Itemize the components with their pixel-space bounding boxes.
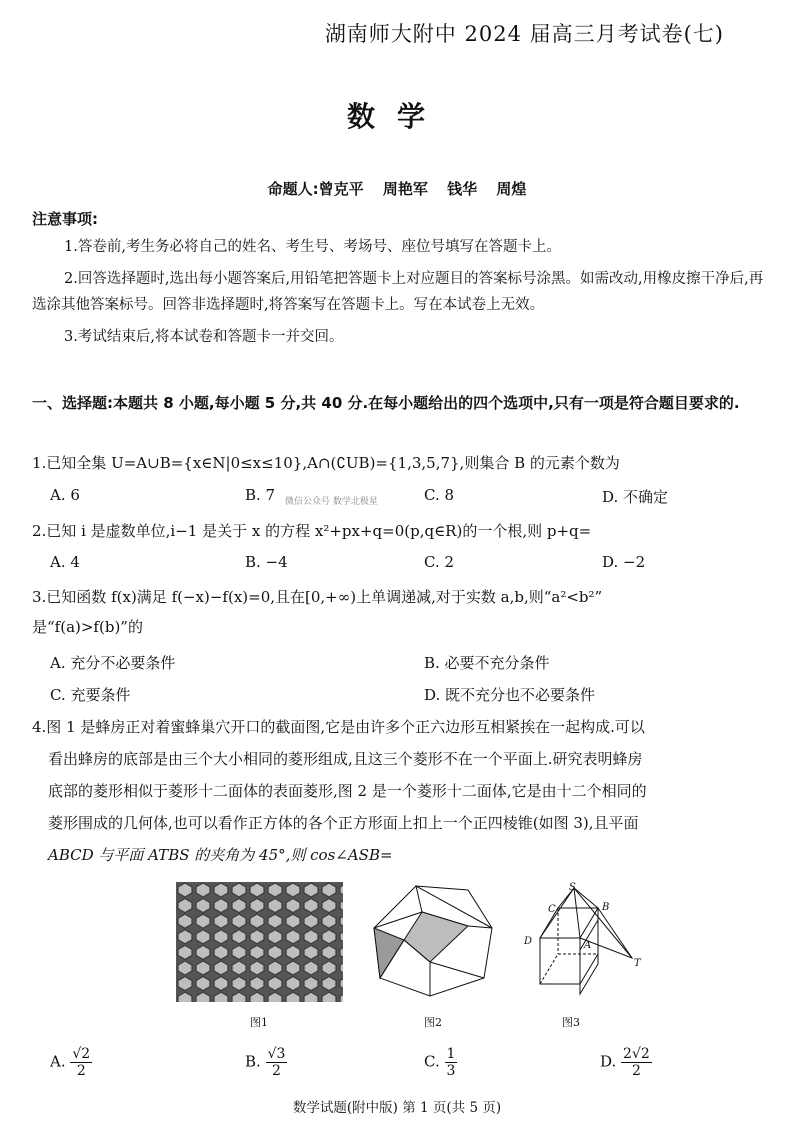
q3-option-b: B. 必要不充分条件 bbox=[424, 654, 550, 672]
page-footer: 数学试题(附中版) 第 1 页(共 5 页) bbox=[292, 1100, 502, 1116]
fig3-label-b: B bbox=[602, 902, 610, 913]
option-letter: B. bbox=[245, 1052, 261, 1071]
q2-option-c: C. 2 bbox=[424, 553, 455, 571]
notice-title: 注意事项: bbox=[32, 210, 98, 228]
question-1-stem: 1.已知全集 U=A∪B={x∈N|0≤x≤10},A∩(∁UB)={1,3,5,7},则集合 B 的元素个数为 bbox=[32, 454, 620, 472]
q1-option-d: D. 不确定 bbox=[602, 488, 669, 506]
q1-option-c: C. 8 bbox=[424, 486, 455, 504]
fraction: $\frac{2√2}{2}$ bbox=[623, 1046, 650, 1079]
question-4-line: 菱形围成的几何体,也可以看作正方体的各个正方形面上扣上一个正四棱锥(如图 3),且平面 bbox=[48, 814, 639, 832]
subject-title: 数学 bbox=[346, 100, 447, 133]
option-letter: D. bbox=[600, 1052, 617, 1071]
author-name: 钱华 bbox=[447, 180, 478, 198]
q2-option-a: A. 4 bbox=[50, 553, 80, 571]
fig3-label-c: C bbox=[548, 904, 556, 915]
option-letter: A. bbox=[50, 1052, 66, 1071]
authors-line bbox=[0, 178, 794, 199]
notice-item: 3.考试结束后,将本试卷和答题卡一并交回。 bbox=[64, 329, 344, 345]
fraction: $\frac{√3}{2}$ bbox=[267, 1046, 286, 1079]
q2-option-b: B. −4 bbox=[245, 553, 288, 571]
figure-1-honeycomb bbox=[176, 882, 343, 1002]
question-4-line: 底部的菱形相似于菱形十二面体的表面菱形,图 2 是一个菱形十二面体,它是由十二个相同的 bbox=[48, 782, 647, 800]
figure-1-caption: 图1 bbox=[250, 1016, 268, 1029]
question-4-line: 4.图 1 是蜂房正对着蜜蜂巢穴开口的截面图,它是由许多个正六边形互相紧挨在一起构成.可以 bbox=[32, 718, 645, 736]
figure-3-caption: 图3 bbox=[562, 1016, 580, 1029]
notice-item: 2.回答选择题时,选出每小题答案后,用铅笔把答题卡上对应题目的答案标号涂黑。如需改动,用橡皮擦干净后,再选涂其他答案标号。回答非选择题时,将答案写在答题卡上。写在本试卷上无效。 bbox=[32, 271, 764, 313]
question-3-stem-line2: 是“f(a)>f(b)”的 bbox=[32, 618, 143, 636]
figure-3-cube-pyramid bbox=[518, 882, 648, 1007]
option-letter: C. bbox=[424, 1052, 440, 1071]
q2-option-d: D. −2 bbox=[602, 553, 646, 571]
q4-option-a bbox=[50, 1046, 92, 1079]
section-heading: 一、选择题:本题共 8 小题,每小题 5 分,共 40 分.在每小题给出的四个选项中,只有一项是符合题目要求的. bbox=[32, 394, 740, 412]
q4-option-c bbox=[424, 1046, 457, 1079]
question-4-line: ABCD 与平面 ATBS 的夹角为 45°,则 cos∠ASB= bbox=[48, 846, 393, 864]
fig3-label-d: D bbox=[524, 936, 533, 947]
fig3-label-s: S bbox=[569, 882, 576, 893]
q4-option-b bbox=[245, 1046, 287, 1079]
q3-option-c: C. 充要条件 bbox=[50, 686, 131, 704]
question-2-stem: 2.已知 i 是虚数单位,i−1 是关于 x 的方程 x²+px+q=0(p,q∈R)的一个根,则 p+q= bbox=[32, 522, 592, 540]
notice-item: 1.答卷前,考生务必将自己的姓名、考生号、考场号、座位号填写在答题卡上。 bbox=[64, 239, 561, 255]
q1-option-a: A. 6 bbox=[50, 486, 80, 504]
question-4-line: 看出蜂房的底部是由三个大小相同的菱形组成,且这三个菱形不在一个平面上.研究表明蜂房 bbox=[48, 750, 643, 768]
q3-option-d: D. 既不充分也不必要条件 bbox=[424, 686, 596, 704]
exam-header-title: 湖南师大附中 2024 届高三月考试卷(七) bbox=[324, 22, 724, 46]
figure-2-rhombic-dodecahedron bbox=[368, 882, 498, 1002]
question-3-stem-line1: 3.已知函数 f(x)满足 f(−x)−f(x)=0,且在[0,+∞)上单调递减,对于实数 a,b,则“a²<b²” bbox=[32, 588, 603, 606]
fig3-label-a: A bbox=[584, 940, 592, 951]
fig3-label-t: T bbox=[634, 958, 641, 969]
figure-2-caption: 图2 bbox=[424, 1016, 442, 1029]
fraction: $\frac{1}{3}$ bbox=[446, 1046, 456, 1079]
q3-option-a: A. 充分不必要条件 bbox=[50, 654, 176, 672]
authors-label: 命题人:曾克平 bbox=[267, 180, 364, 198]
author-name: 周煌 bbox=[496, 180, 527, 198]
q1-option-b: B. 7 bbox=[245, 486, 276, 504]
watermark: 微信公众号 数学北极星 bbox=[285, 497, 378, 507]
fraction: $\frac{√2}{2}$ bbox=[72, 1046, 91, 1079]
author-name: 周艳军 bbox=[382, 180, 428, 198]
q4-option-d bbox=[600, 1046, 652, 1079]
